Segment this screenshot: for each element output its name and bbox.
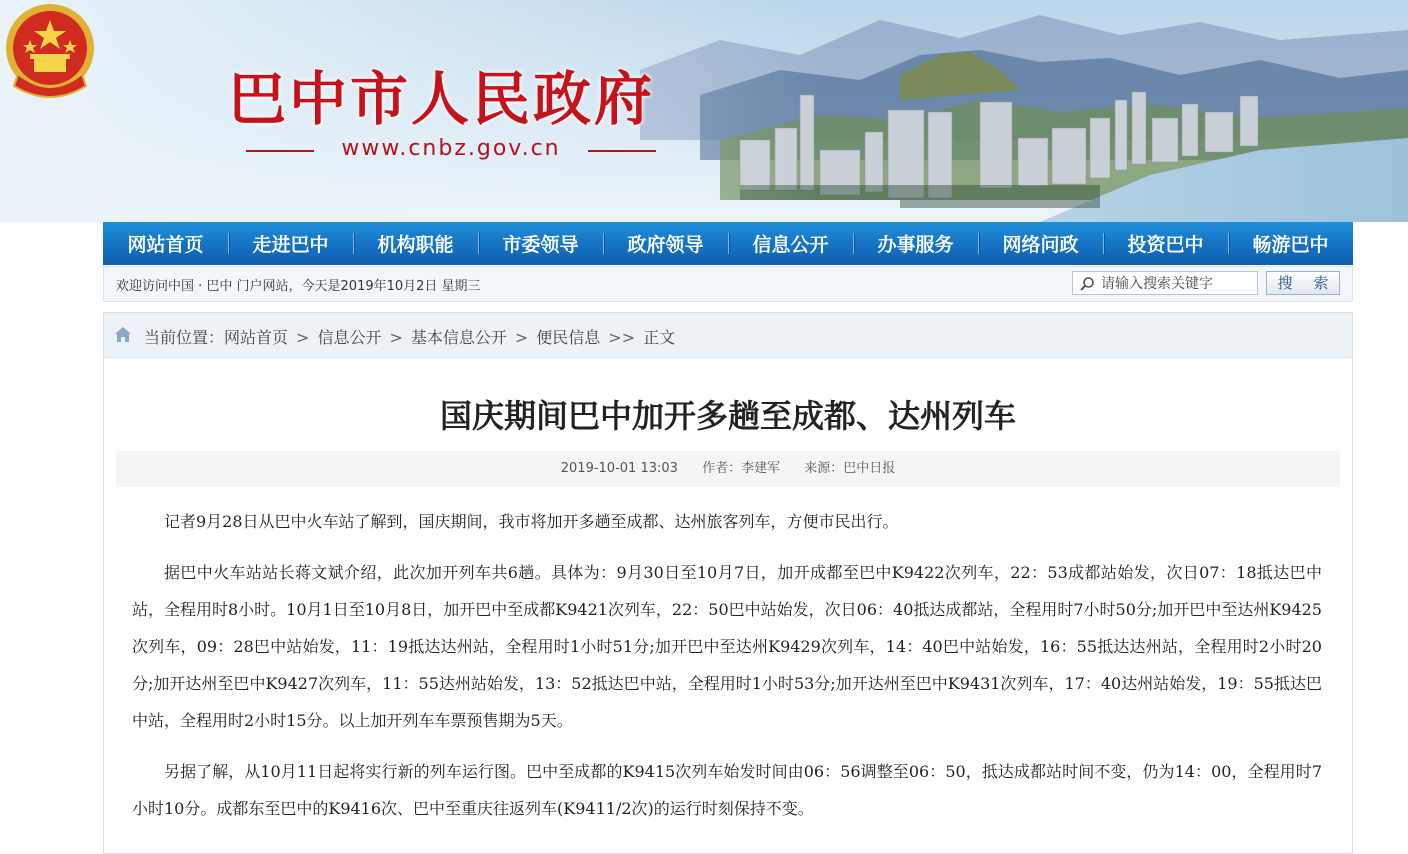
article-datetime: 2019-10-01 13:03 [560, 461, 678, 476]
breadcrumb-convenience-info[interactable]: 便民信息 [536, 328, 601, 347]
breadcrumb-separator: > [514, 328, 529, 347]
article-title: 国庆期间巴中加开多趟至成都、达州列车 [439, 397, 1016, 435]
search-button[interactable]: 搜 索 [1266, 271, 1340, 295]
breadcrumb-separator: > [389, 328, 403, 347]
breadcrumb-info-disclosure[interactable]: 信息公开 [317, 328, 382, 347]
site-url [246, 136, 656, 166]
nav-item-agencies[interactable]: 机构职能 [353, 222, 478, 265]
article-paragraph: 另据了解，从10月11日起将实行新的列车运行图。巴中至成都的K9415次列车始发时间由06：56调整至06：50，抵达成都站时间不变，仍为14：00，全程用时7小时10分。成都东至巴中的K9416次、巴中至重庆往返列车(K9411/2次)的运行时刻保持不变。 [132, 762, 1322, 818]
breadcrumb [104, 313, 1352, 358]
article-body [132, 503, 1322, 841]
breadcrumb-basic-info[interactable]: 基本信息公开 [410, 328, 507, 347]
home-icon [114, 326, 132, 343]
article-paragraph: 据巴中火车站站长蒋文斌介绍，此次加开列车共6趟。具体为：9月30日至10月7日，加开成都至巴中K9422次列车，22：53成都站始发，次日07：18抵达巴中站，全程用时8小时。10月1日至10月8日，加开巴中至成都K9421次列车，22：50巴中站始发，次日06：40抵达成都站，全程用时7小时50分;加开巴中至达州K9425次列车，09：28巴中站始发，11：19抵达达州站，全程用时1小时51分;加开巴中至达州K9429次列车，14：40巴中站始发，16：55抵达达州站，全程用时2小时20分;加开达州至巴中K9427次列车，11：55达州站始发，13：52抵达巴中站，全程用时1小时53分;加开达州至巴中K9431次列车，17：40达州站始发，19：55抵达巴中站，全程用时2小时15分。以上加开列车车票预售期为5天。 [132, 563, 1322, 730]
breadcrumb-prefix: 当前位置： [144, 328, 225, 347]
search-icon [1079, 276, 1095, 292]
main-nav [103, 222, 1353, 265]
article-author: 作者：李建军 [702, 461, 781, 476]
nav-item-online-inquiry[interactable]: 网络问政 [978, 222, 1103, 265]
breadcrumb-separator-double: >> [608, 328, 636, 347]
url-divider-right [588, 150, 656, 152]
breadcrumb-separator: > [296, 328, 310, 347]
welcome-text: 欢迎访问中国 · 巴中 门户网站，今天是2019年10月2日 星期三 [116, 279, 481, 294]
article-source: 来源：巴中日报 [804, 461, 896, 476]
site-banner [0, 0, 1408, 222]
nav-item-tourism[interactable]: 畅游巴中 [1228, 222, 1353, 265]
nav-item-invest[interactable]: 投资巴中 [1103, 222, 1228, 265]
article-meta [116, 451, 1340, 487]
url-divider-left [246, 150, 314, 152]
nav-item-info-disclosure[interactable]: 信息公开 [728, 222, 853, 265]
search-box [1072, 271, 1258, 295]
nav-item-home[interactable]: 网站首页 [127, 234, 204, 256]
info-bar [103, 266, 1353, 302]
site-url-text: www.cnbz.gov.cn [341, 136, 561, 161]
content-panel [103, 312, 1353, 854]
breadcrumb-trail [144, 325, 675, 348]
nav-item-gov-leaders[interactable]: 政府领导 [603, 222, 728, 265]
site-title: 巴中市人民政府 [228, 65, 656, 133]
nav-item-about-bazhong[interactable]: 走进巴中 [228, 222, 353, 265]
nav-item-services[interactable]: 办事服务 [853, 222, 978, 265]
city-scenery-image [0, 0, 1408, 222]
nav-item-party-leaders[interactable]: 市委领导 [478, 222, 603, 265]
national-emblem-icon [0, 0, 100, 104]
article-paragraph: 记者9月28日从巴中火车站了解到，国庆期间，我市将加开多趟至成都、达州旅客列车，方便市民出行。 [164, 512, 899, 531]
search-input[interactable] [1099, 273, 1255, 295]
breadcrumb-current: 正文 [643, 328, 676, 347]
breadcrumb-home[interactable]: 网站首页 [224, 328, 289, 347]
